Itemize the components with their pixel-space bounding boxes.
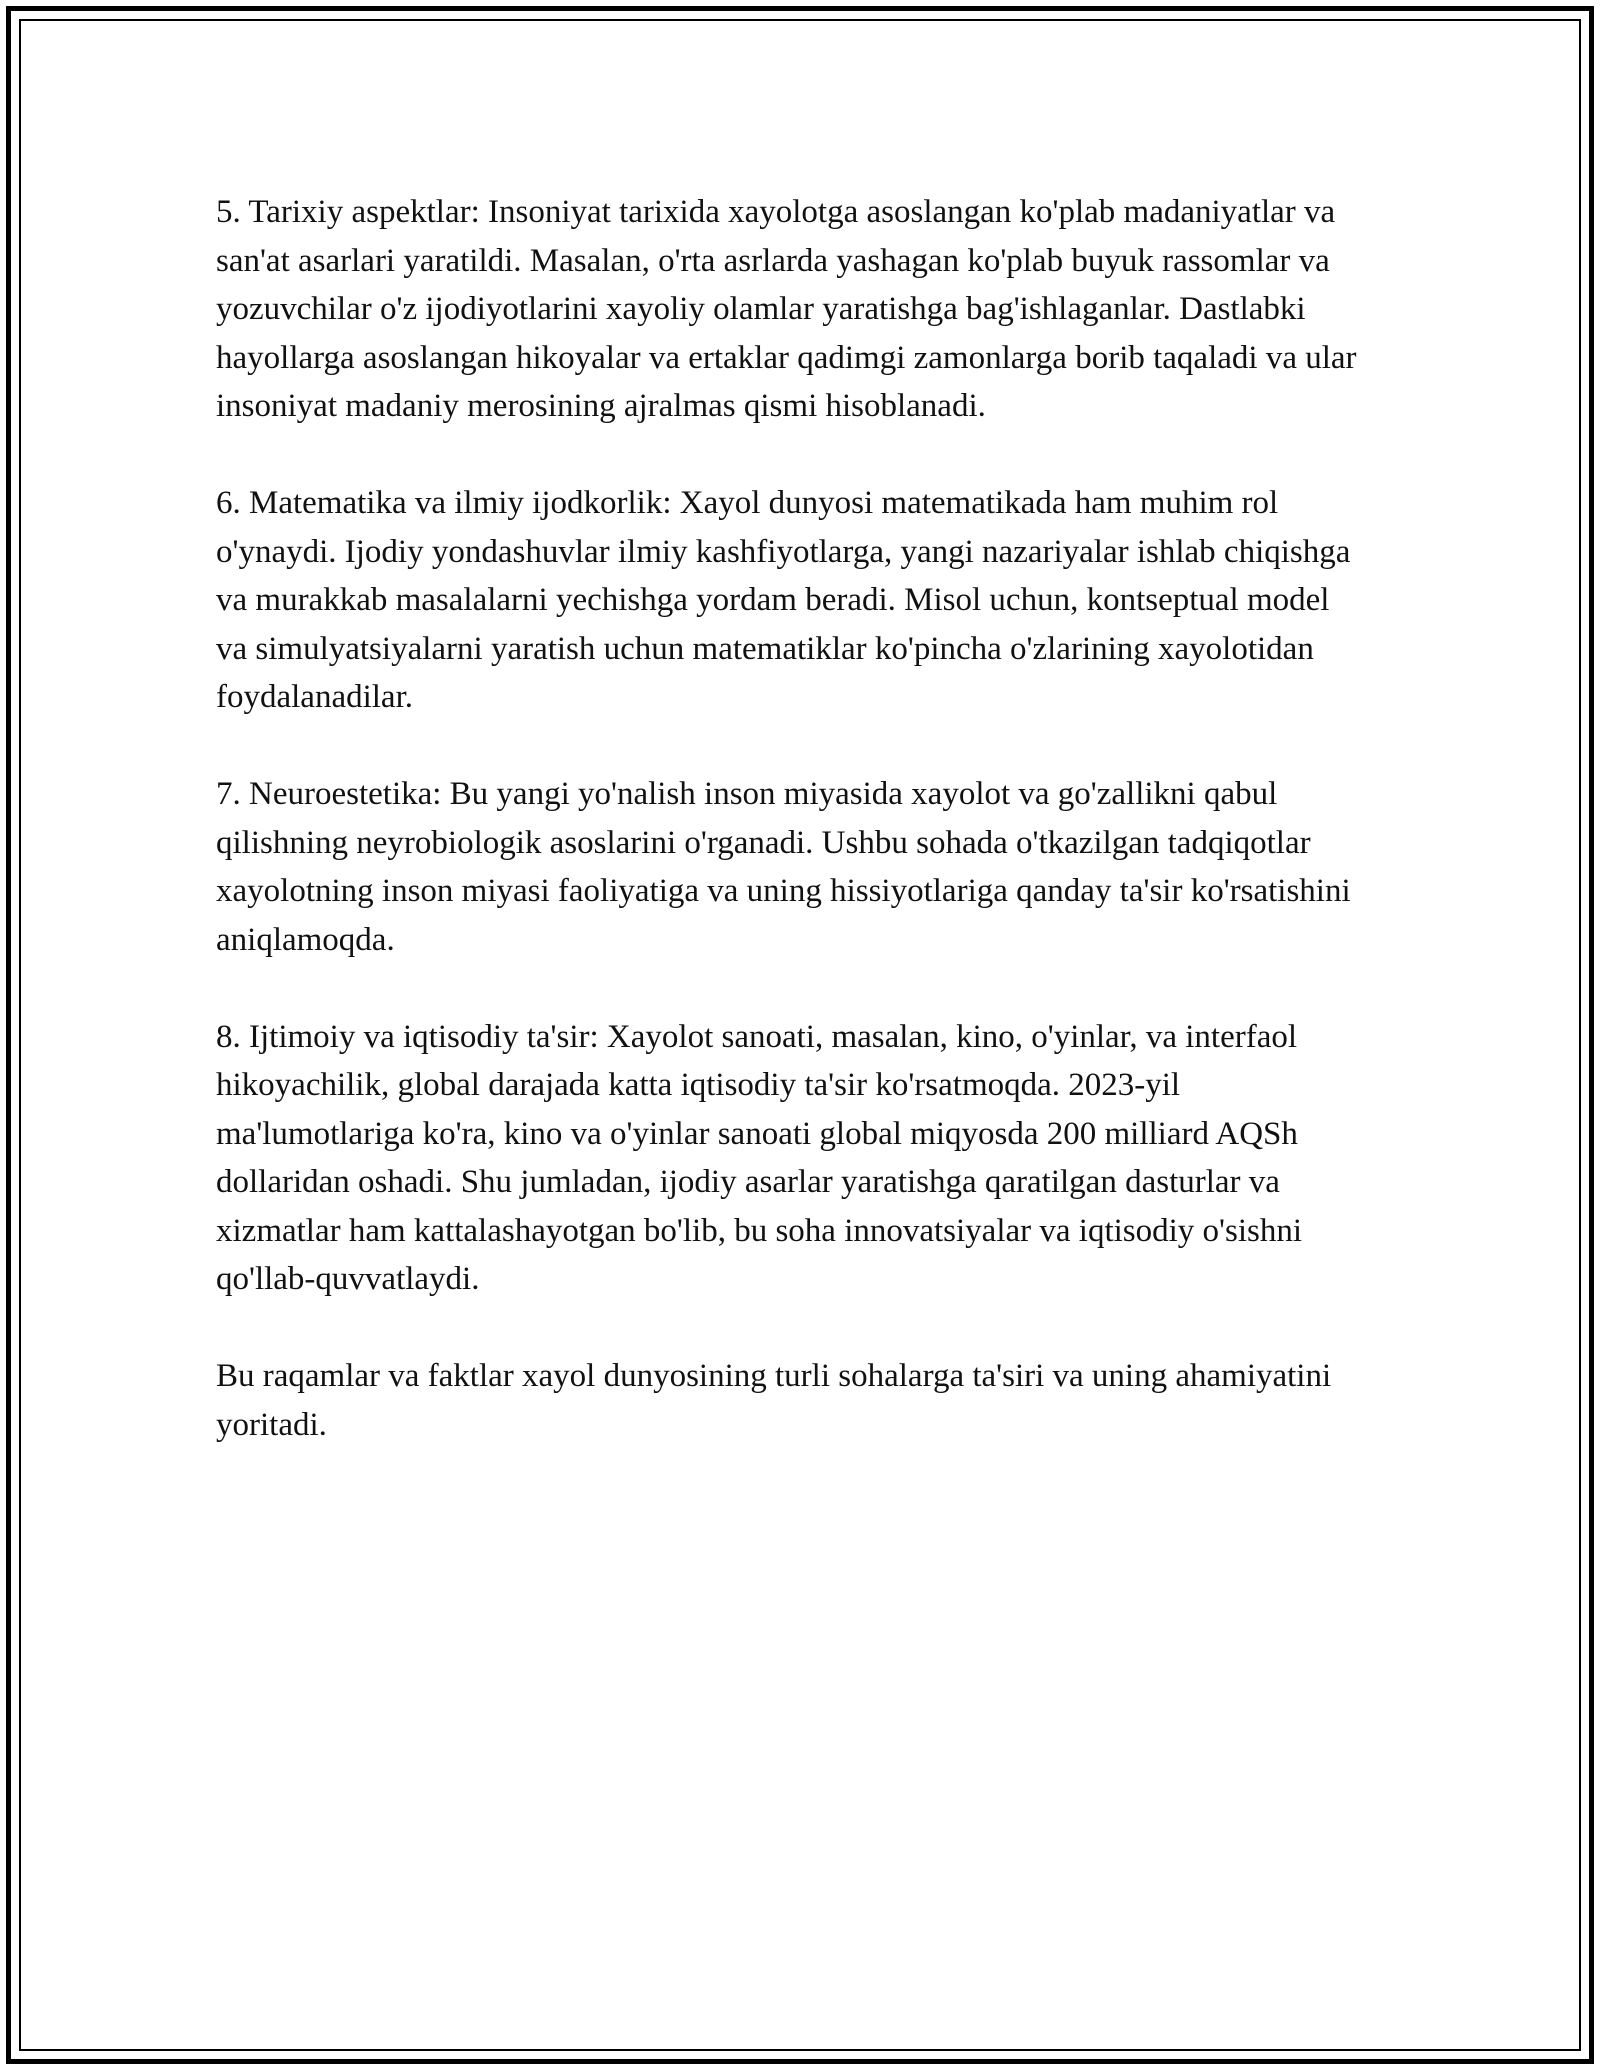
paragraph-social-economic-impact: 8. Ijtimoiy va iqtisodiy ta'sir: Xayolot sanoati, masalan, kino, o'yinlar, va interfaol hikoyachilik, global darajada katta iqtisodiy ta'sir ko'rsatmoqda. 2023-yil ma'lumotlariga ko'ra, kino va o'yinlar sanoati global miqyosda 200 milliard AQSh dollaridan oshadi. Shu jumladan, ijodiy asarlar yaratishga qaratilgan dasturlar va xizmatlar ham kattalashayotgan bo'lib, bu soha innovatsiyalar va iqtisodiy o'sishni qo'llab-quvvatlaydi. [216,1018,1303,1297]
paragraph-conclusion: Bu raqamlar va faktlar xayol dunyosining turli sohalarga ta'siri va uning ahamiyatini yoritadi. [216,1358,1332,1443]
document-body [216,188,1366,1498]
paragraph-neuroaesthetics: 7. Neuroestetika: Bu yangi yo'nalish inson miyasida xayolot va go'zallikni qabul qilishning neyrobiologik asoslarini o'rganadi. Ushbu sohada o'tkazilgan tadqiqotlar xayolotning inson miyasi faoliyatiga va uning hissiyotlariga qanday ta'sir ko'rsatishini aniqlamoqda. [216,776,1351,958]
paragraph-mathematics-and-science: 6. Matematika va ilmiy ijodkorlik: Xayol dunyosi matematikada ham muhim rol o'ynaydi. Ijodiy yondashuvlar ilmiy kashfiyotlarga, yangi nazariyalar ishlab chiqishga va murakkab masalalarni yechishga yordam beradi. Misol uchun, kontseptual model va simulyatsiyalarni yaratish uchun matematiklar ko'pincha o'zlarining xayolotidan foydalanadilar. [216,485,1351,715]
paragraph-historical-aspects: 5. Tarixiy aspektlar: Insoniyat tarixida xayolotga asoslangan ko'plab madaniyatlar va san'at asarlari yaratildi. Masalan, o'rta asrlarda yashagan ko'plab buyuk rassomlar va yozuvchilar o'z ijodiyotlarini xayoliy olamlar yaratishga bag'ishlaganlar. Dastlabki hayollarga asoslangan hikoyalar va ertaklar qadimgi zamonlarga borib taqaladi va ular insoniyat madaniy merosining ajralmas qismi hisoblanadi. [216,194,1357,424]
